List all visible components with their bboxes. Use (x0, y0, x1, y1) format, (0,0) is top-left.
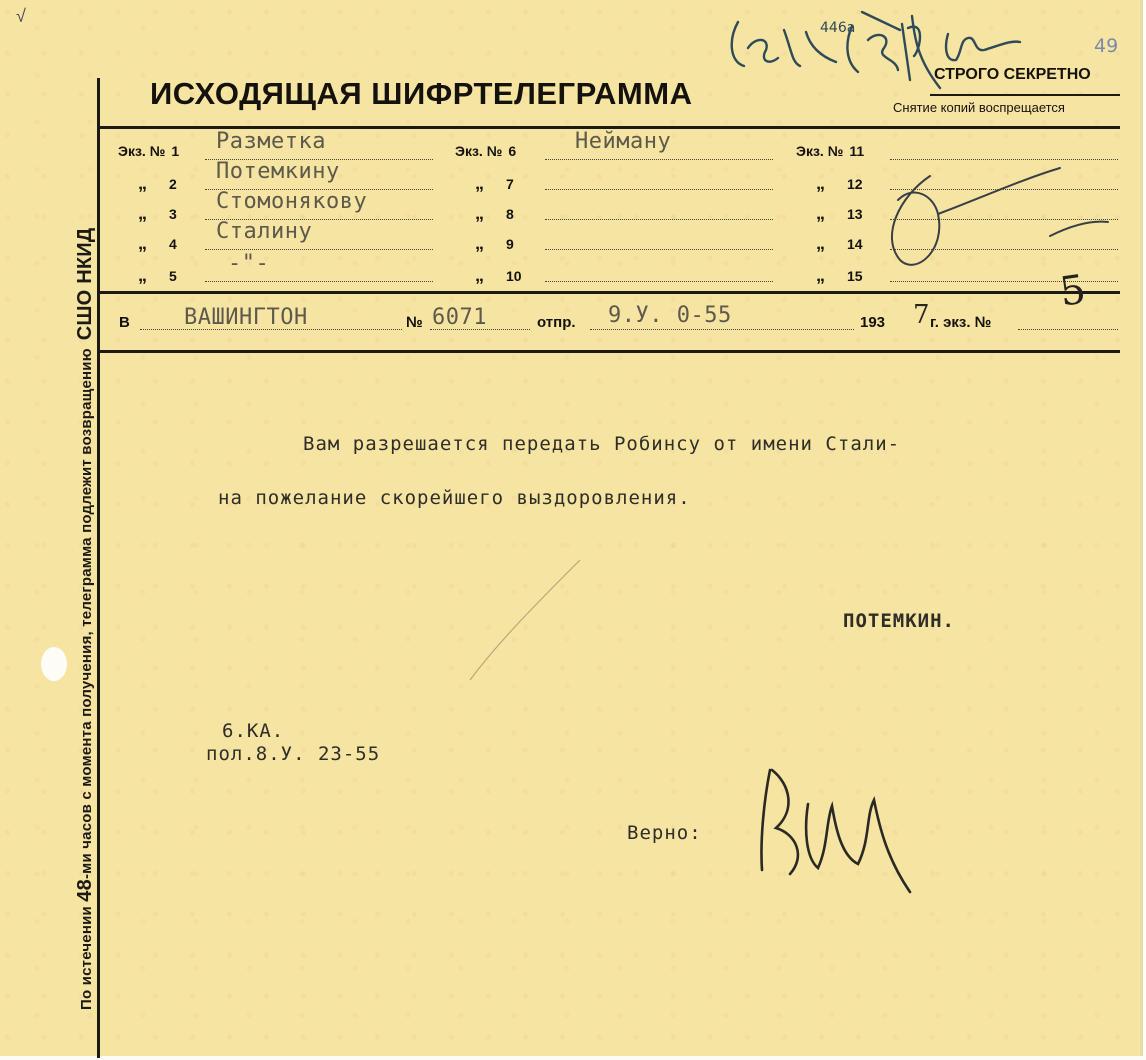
sent-time: 9.У. 0-55 (608, 303, 732, 328)
copy-label-prefix: „ (138, 265, 147, 285)
telegram-number: 6071 (432, 305, 487, 330)
copy-label-prefix: „ (475, 265, 484, 285)
copy-label-prefix: „ (138, 203, 147, 223)
classification-stamp: СТРОГО СЕКРЕТНО (934, 66, 1091, 83)
sent-label: отпр. (537, 314, 576, 331)
message-line-2: на пожелание скорейшего выздоровления. (218, 487, 691, 509)
copy-label-prefix: Экз. № (118, 143, 166, 159)
routing-scribble (892, 168, 1108, 265)
pencil-stroke (470, 560, 580, 680)
copy-recipient-1: Разметка (216, 129, 326, 154)
copy-number: 8 (506, 206, 514, 222)
copy-label-prefix: „ (816, 265, 825, 285)
copy-label-prefix: „ (816, 203, 825, 223)
page-number: 49 (1094, 35, 1119, 57)
copy-number: 7 (506, 176, 514, 192)
copy-number: 6 (508, 143, 517, 159)
copy-label-prefix: „ (138, 173, 147, 193)
cipher-code: 6.КА. (222, 720, 285, 742)
copy-number: 15 (847, 268, 863, 284)
message-line-1: Вам разрешается передать Робинсу от имени Стали- (303, 433, 901, 455)
copy-recipient-6: Нейману (575, 129, 672, 154)
copy-number: 14 (847, 236, 863, 252)
copy-number: 9 (506, 236, 514, 252)
return-notice-text: -ми часов с момента получения, телеграмма подлежит возвращению (78, 348, 95, 880)
registration-handwriting (732, 12, 1020, 88)
copy-label-prefix: „ (475, 233, 484, 253)
copy-recipient-3: Стомонякову (216, 189, 368, 214)
copy-number: 1 (171, 143, 180, 159)
certified-label: Верно: (627, 822, 702, 844)
copy-label-prefix: „ (475, 203, 484, 223)
number-label: № (406, 314, 423, 331)
check-mark: √ (16, 6, 26, 26)
copy-label-prefix: „ (816, 233, 825, 253)
copy-number: 4 (169, 236, 177, 252)
copy-label-prefix: Экз. № (455, 143, 503, 159)
document-title: ИСХОДЯЩАЯ ШИФРТЕЛЕГРАММА (150, 76, 693, 111)
copy-label-prefix: „ (475, 173, 484, 193)
copy-number: 10 (506, 268, 522, 284)
copy-label-prefix: Экз. № (796, 143, 844, 159)
copy-number: 12 (847, 176, 863, 192)
copy-recipient-5: -"- (228, 251, 270, 276)
copy-number: 2 (169, 176, 177, 192)
copy-label-prefix: „ (816, 173, 825, 193)
received-time: пол.8.У. 23-55 (206, 743, 381, 765)
copy-recipient-2: Потемкину (216, 159, 340, 184)
certifying-signature (761, 770, 910, 892)
return-notice-dept: СШО НКИД (74, 227, 96, 341)
copy-number: 3 (169, 206, 177, 222)
copy-number: 13 (847, 206, 863, 222)
copy-number-mark: 5 (1056, 266, 1090, 316)
year-prefix: 193 (860, 314, 886, 331)
return-notice-prefix: По истечении (78, 901, 95, 1010)
registration-number-mark: 446а (820, 20, 856, 36)
year-suffix: г. экз. № (930, 314, 992, 331)
copy-label-prefix: „ (138, 233, 147, 253)
return-notice-hours: 48 (74, 879, 96, 902)
destination: ВАШИНГТОН (184, 305, 308, 330)
copy-prohibition: Снятие копий воспрещается (893, 100, 1065, 115)
copy-number: 5 (169, 268, 177, 284)
to-label: В (119, 314, 130, 331)
year-digit: 7 (913, 300, 931, 330)
copy-recipient-4: Сталину (216, 219, 313, 244)
copy-number: 11 (849, 143, 865, 159)
sender-signature: ПОТЕМКИН. (843, 610, 955, 632)
